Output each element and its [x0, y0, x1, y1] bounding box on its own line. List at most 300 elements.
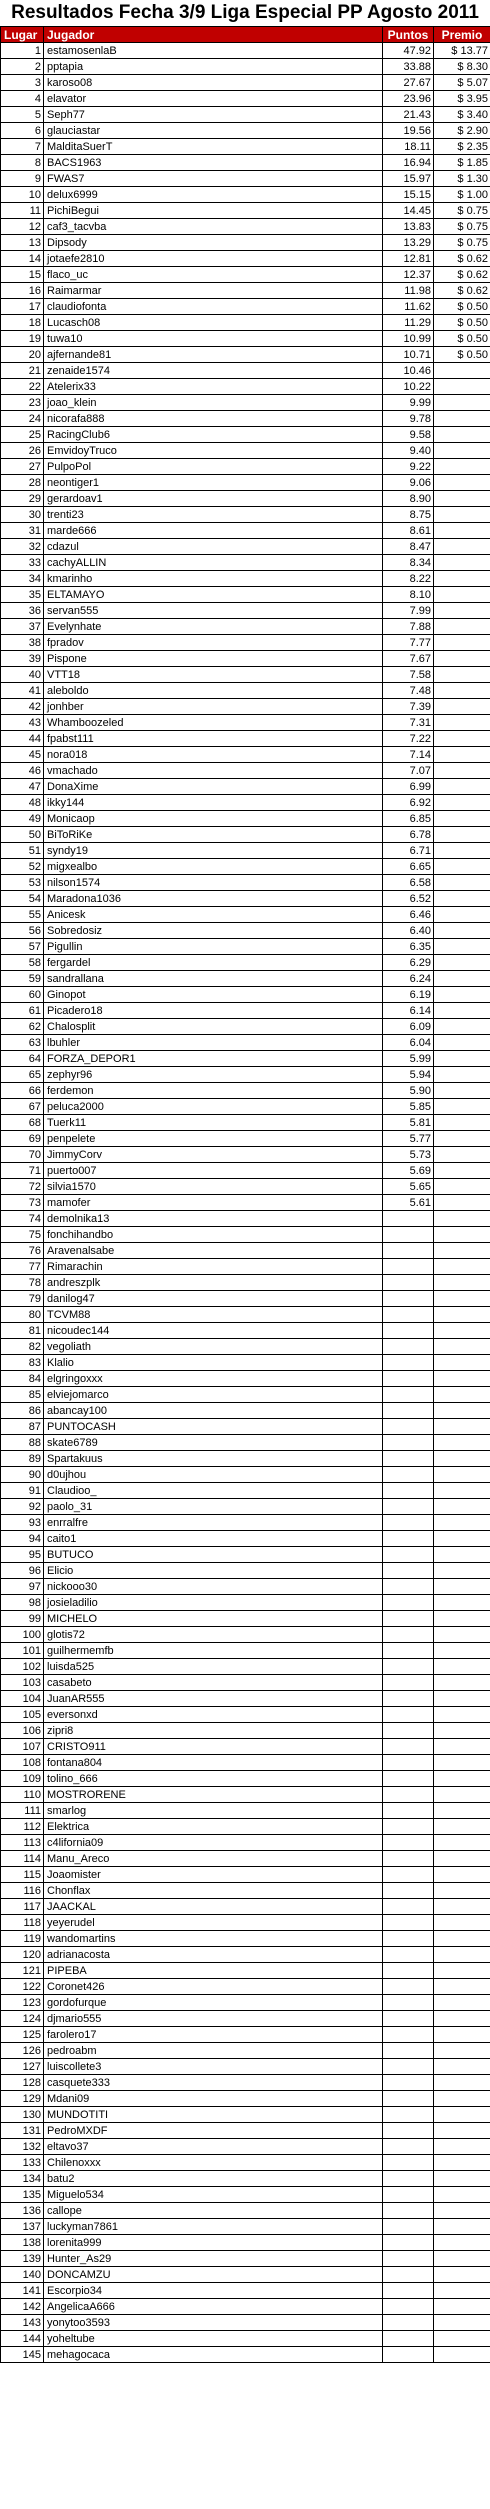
player-name-cell: Hunter_As29: [44, 2251, 383, 2267]
points-cell: [383, 2123, 434, 2139]
prize-cell: [434, 2027, 490, 2043]
rank-cell: 138: [1, 2235, 44, 2251]
rank-cell: 142: [1, 2299, 44, 2315]
prize-cell: [434, 1355, 490, 1371]
prize-cell: [434, 2283, 490, 2299]
points-cell: 19.56: [383, 123, 434, 139]
player-name-cell: Atelerix33: [44, 379, 383, 395]
table-row: [1, 299, 490, 315]
points-cell: [383, 2091, 434, 2107]
rank-cell: 29: [1, 491, 44, 507]
rank-cell: 103: [1, 1675, 44, 1691]
points-cell: 12.37: [383, 267, 434, 283]
player-name-cell: Spartakuus: [44, 1451, 383, 1467]
table-row: [1, 1307, 490, 1323]
table-row: [1, 2235, 490, 2251]
player-name-cell: ikky144: [44, 795, 383, 811]
player-name-cell: nora018: [44, 747, 383, 763]
rank-cell: 48: [1, 795, 44, 811]
prize-cell: [434, 1243, 490, 1259]
rank-cell: 32: [1, 539, 44, 555]
rank-cell: 130: [1, 2107, 44, 2123]
rank-cell: 11: [1, 203, 44, 219]
points-cell: [383, 1627, 434, 1643]
rank-cell: 120: [1, 1947, 44, 1963]
table-row: [1, 1163, 490, 1179]
points-cell: 8.90: [383, 491, 434, 507]
points-cell: 10.22: [383, 379, 434, 395]
prize-cell: [434, 1803, 490, 1819]
prize-cell: $ 0.50: [434, 315, 490, 331]
points-cell: 11.62: [383, 299, 434, 315]
prize-cell: [434, 1371, 490, 1387]
points-cell: [383, 1451, 434, 1467]
table-row: [1, 1339, 490, 1355]
rank-cell: 140: [1, 2267, 44, 2283]
table-row: [1, 1467, 490, 1483]
table-row: [1, 2075, 490, 2091]
points-cell: 6.65: [383, 859, 434, 875]
rank-cell: 118: [1, 1915, 44, 1931]
prize-cell: [434, 507, 490, 523]
prize-cell: [434, 1387, 490, 1403]
prize-cell: [434, 1275, 490, 1291]
player-name-cell: Manu_Areco: [44, 1851, 383, 1867]
prize-cell: [434, 2139, 490, 2155]
rank-cell: 65: [1, 1067, 44, 1083]
player-name-cell: djmario555: [44, 2011, 383, 2027]
points-cell: [383, 1387, 434, 1403]
table-row: [1, 731, 490, 747]
prize-cell: [434, 491, 490, 507]
table-row: [1, 1739, 490, 1755]
player-name-cell: estamosenlaB: [44, 43, 383, 59]
prize-cell: [434, 747, 490, 763]
prize-cell: [434, 651, 490, 667]
player-name-cell: eltavo37: [44, 2139, 383, 2155]
player-name-cell: fergardel: [44, 955, 383, 971]
rank-cell: 49: [1, 811, 44, 827]
prize-cell: [434, 443, 490, 459]
player-name-cell: kmarinho: [44, 571, 383, 587]
player-name-cell: lbuhler: [44, 1035, 383, 1051]
rank-cell: 55: [1, 907, 44, 923]
rank-cell: 115: [1, 1867, 44, 1883]
points-cell: 7.67: [383, 651, 434, 667]
points-cell: [383, 1291, 434, 1307]
points-cell: 5.69: [383, 1163, 434, 1179]
rank-cell: 18: [1, 315, 44, 331]
prize-cell: [434, 1083, 490, 1099]
prize-cell: [434, 1739, 490, 1755]
rank-cell: 100: [1, 1627, 44, 1643]
rank-cell: 59: [1, 971, 44, 987]
table-row: [1, 2283, 490, 2299]
rank-cell: 90: [1, 1467, 44, 1483]
rank-cell: 23: [1, 395, 44, 411]
points-cell: 6.85: [383, 811, 434, 827]
prize-cell: [434, 1579, 490, 1595]
rank-cell: 145: [1, 2347, 44, 2363]
points-cell: 5.81: [383, 1115, 434, 1131]
table-row: [1, 2299, 490, 2315]
player-name-cell: neontiger1: [44, 475, 383, 491]
prize-cell: [434, 1627, 490, 1643]
rank-cell: 121: [1, 1963, 44, 1979]
rank-cell: 108: [1, 1755, 44, 1771]
player-name-cell: Joaomister: [44, 1867, 383, 1883]
prize-cell: $ 0.62: [434, 251, 490, 267]
player-name-cell: BACS1963: [44, 155, 383, 171]
player-name-cell: wandomartins: [44, 1931, 383, 1947]
table-row: [1, 1371, 490, 1387]
rank-cell: 69: [1, 1131, 44, 1147]
player-name-cell: trenti23: [44, 507, 383, 523]
prize-cell: [434, 1451, 490, 1467]
points-cell: 7.77: [383, 635, 434, 651]
points-cell: [383, 1259, 434, 1275]
table-row: [1, 475, 490, 491]
prize-cell: [434, 1995, 490, 2011]
rank-cell: 2: [1, 59, 44, 75]
player-name-cell: glauciastar: [44, 123, 383, 139]
prize-cell: [434, 1483, 490, 1499]
player-name-cell: Tuerk11: [44, 1115, 383, 1131]
player-name-cell: Dipsody: [44, 235, 383, 251]
rank-cell: 93: [1, 1515, 44, 1531]
prize-cell: [434, 1835, 490, 1851]
points-cell: 23.96: [383, 91, 434, 107]
player-name-cell: EmvidoyTruco: [44, 443, 383, 459]
prize-cell: [434, 2123, 490, 2139]
table-row: [1, 1243, 490, 1259]
player-name-cell: pptapia: [44, 59, 383, 75]
rank-cell: 86: [1, 1403, 44, 1419]
prize-cell: [434, 603, 490, 619]
player-name-cell: delux6999: [44, 187, 383, 203]
prize-cell: [434, 1131, 490, 1147]
rank-cell: 80: [1, 1307, 44, 1323]
player-name-cell: Anicesk: [44, 907, 383, 923]
points-cell: 8.10: [383, 587, 434, 603]
rank-cell: 16: [1, 283, 44, 299]
points-cell: [383, 1547, 434, 1563]
points-cell: 9.78: [383, 411, 434, 427]
rank-cell: 122: [1, 1979, 44, 1995]
rank-cell: 66: [1, 1083, 44, 1099]
rank-cell: 143: [1, 2315, 44, 2331]
player-name-cell: Pigullin: [44, 939, 383, 955]
points-cell: [383, 1563, 434, 1579]
table-row: [1, 1611, 490, 1627]
points-cell: [383, 2203, 434, 2219]
prize-cell: [434, 1787, 490, 1803]
prize-cell: $ 0.75: [434, 219, 490, 235]
table-row: [1, 427, 490, 443]
player-name-cell: cdazul: [44, 539, 383, 555]
table-row: [1, 683, 490, 699]
prize-cell: [434, 2219, 490, 2235]
points-cell: 21.43: [383, 107, 434, 123]
player-name-cell: JimmyCorv: [44, 1147, 383, 1163]
table-row: [1, 1019, 490, 1035]
table-row: [1, 1707, 490, 1723]
table-row: [1, 1419, 490, 1435]
rank-cell: 107: [1, 1739, 44, 1755]
player-name-cell: Pispone: [44, 651, 383, 667]
player-name-cell: tolino_666: [44, 1771, 383, 1787]
table-row: [1, 715, 490, 731]
points-cell: [383, 2027, 434, 2043]
prize-cell: [434, 683, 490, 699]
table-row: [1, 971, 490, 987]
rank-cell: 46: [1, 763, 44, 779]
prize-cell: [434, 635, 490, 651]
prize-cell: [434, 1035, 490, 1051]
table-row: [1, 1579, 490, 1595]
rank-cell: 9: [1, 171, 44, 187]
points-cell: 16.94: [383, 155, 434, 171]
prize-cell: [434, 427, 490, 443]
points-cell: 7.58: [383, 667, 434, 683]
player-name-cell: Raimarmar: [44, 283, 383, 299]
rank-cell: 58: [1, 955, 44, 971]
player-name-cell: marde666: [44, 523, 383, 539]
prize-cell: [434, 1979, 490, 1995]
player-name-cell: PedroMXDF: [44, 2123, 383, 2139]
prize-cell: [434, 1819, 490, 1835]
player-name-cell: farolero17: [44, 2027, 383, 2043]
rank-cell: 110: [1, 1787, 44, 1803]
table-row: [1, 1691, 490, 1707]
rank-cell: 1: [1, 43, 44, 59]
prize-cell: [434, 2043, 490, 2059]
prize-cell: [434, 923, 490, 939]
player-name-cell: eversonxd: [44, 1707, 383, 1723]
rank-cell: 87: [1, 1419, 44, 1435]
points-cell: 7.88: [383, 619, 434, 635]
player-name-cell: sandrallana: [44, 971, 383, 987]
rank-cell: 129: [1, 2091, 44, 2107]
prize-cell: [434, 1531, 490, 1547]
table-row: [1, 1531, 490, 1547]
table-row: [1, 1643, 490, 1659]
table-row: [1, 1627, 490, 1643]
rank-cell: 137: [1, 2219, 44, 2235]
prize-cell: [434, 1323, 490, 1339]
prize-cell: $ 0.50: [434, 331, 490, 347]
player-name-cell: aleboldo: [44, 683, 383, 699]
table-row: [1, 1867, 490, 1883]
table-row: [1, 459, 490, 475]
table-row: [1, 1803, 490, 1819]
table-row: [1, 2171, 490, 2187]
player-name-cell: elviejomarco: [44, 1387, 383, 1403]
points-cell: 8.75: [383, 507, 434, 523]
prize-cell: [434, 731, 490, 747]
table-row: [1, 779, 490, 795]
table-row: [1, 843, 490, 859]
prize-cell: [434, 891, 490, 907]
prize-cell: [434, 2299, 490, 2315]
points-cell: 6.19: [383, 987, 434, 1003]
rank-cell: 104: [1, 1691, 44, 1707]
player-name-cell: elgringoxxx: [44, 1371, 383, 1387]
rank-cell: 89: [1, 1451, 44, 1467]
rank-cell: 67: [1, 1099, 44, 1115]
prize-cell: [434, 1851, 490, 1867]
player-name-cell: CRISTO911: [44, 1739, 383, 1755]
player-name-cell: nicoudec144: [44, 1323, 383, 1339]
points-cell: [383, 1339, 434, 1355]
table-row: [1, 555, 490, 571]
prize-cell: $ 5.07: [434, 75, 490, 91]
table-row: [1, 491, 490, 507]
rank-cell: 15: [1, 267, 44, 283]
prize-cell: [434, 699, 490, 715]
prize-cell: [434, 1611, 490, 1627]
points-cell: [383, 2059, 434, 2075]
rank-cell: 57: [1, 939, 44, 955]
points-cell: [383, 2219, 434, 2235]
table-row: [1, 1035, 490, 1051]
player-name-cell: caf3_tacvba: [44, 219, 383, 235]
rank-cell: 105: [1, 1707, 44, 1723]
points-cell: [383, 2251, 434, 2267]
table-row: [1, 1851, 490, 1867]
points-cell: 7.39: [383, 699, 434, 715]
player-name-cell: Chilenoxxx: [44, 2155, 383, 2171]
prize-cell: [434, 1691, 490, 1707]
prize-cell: [434, 523, 490, 539]
table-row: [1, 1931, 490, 1947]
player-name-cell: Whamboozeled: [44, 715, 383, 731]
points-cell: [383, 2347, 434, 2363]
points-cell: [383, 2155, 434, 2171]
points-cell: 6.24: [383, 971, 434, 987]
rank-cell: 3: [1, 75, 44, 91]
player-name-cell: Picadero18: [44, 1003, 383, 1019]
prize-cell: $ 0.62: [434, 283, 490, 299]
prize-cell: $ 0.62: [434, 267, 490, 283]
table-row: [1, 411, 490, 427]
points-cell: 47.92: [383, 43, 434, 59]
table-row: [1, 1899, 490, 1915]
prize-cell: [434, 587, 490, 603]
points-cell: 13.83: [383, 219, 434, 235]
prize-cell: [434, 1643, 490, 1659]
player-name-cell: gordofurque: [44, 1995, 383, 2011]
table-row: [1, 283, 490, 299]
table-row: [1, 603, 490, 619]
rank-cell: 111: [1, 1803, 44, 1819]
player-name-cell: mehagocaca: [44, 2347, 383, 2363]
player-name-cell: yonytoo3593: [44, 2315, 383, 2331]
table-row: [1, 955, 490, 971]
prize-cell: [434, 1115, 490, 1131]
rank-cell: 21: [1, 363, 44, 379]
prize-cell: [434, 1179, 490, 1195]
points-cell: 15.15: [383, 187, 434, 203]
points-cell: 6.09: [383, 1019, 434, 1035]
points-cell: 6.04: [383, 1035, 434, 1051]
rank-cell: 64: [1, 1051, 44, 1067]
player-name-cell: jonhber: [44, 699, 383, 715]
player-name-cell: nickooo30: [44, 1579, 383, 1595]
points-cell: 9.06: [383, 475, 434, 491]
rank-cell: 72: [1, 1179, 44, 1195]
table-row: [1, 1291, 490, 1307]
player-name-cell: Monicaop: [44, 811, 383, 827]
rank-cell: 27: [1, 459, 44, 475]
player-name-cell: puerto007: [44, 1163, 383, 1179]
prize-cell: [434, 843, 490, 859]
table-row: [1, 315, 490, 331]
table-row: [1, 1115, 490, 1131]
points-cell: 7.14: [383, 747, 434, 763]
prize-cell: [434, 1675, 490, 1691]
prize-cell: [434, 1051, 490, 1067]
rank-cell: 53: [1, 875, 44, 891]
player-name-cell: AngelicaA666: [44, 2299, 383, 2315]
prize-cell: [434, 2171, 490, 2187]
prize-cell: [434, 2091, 490, 2107]
rank-cell: 132: [1, 2139, 44, 2155]
player-name-cell: smarlog: [44, 1803, 383, 1819]
table-row: [1, 443, 490, 459]
table-row: [1, 1195, 490, 1211]
player-name-cell: jotaefe2810: [44, 251, 383, 267]
table-row: [1, 235, 490, 251]
results-table: [0, 26, 490, 2363]
player-name-cell: tuwa10: [44, 331, 383, 347]
table-row: [1, 1403, 490, 1419]
table-row: [1, 2347, 490, 2363]
table-row: [1, 2139, 490, 2155]
prize-cell: $ 3.95: [434, 91, 490, 107]
rank-cell: 28: [1, 475, 44, 491]
prize-cell: [434, 1339, 490, 1355]
points-cell: [383, 1403, 434, 1419]
player-name-cell: JuanAR555: [44, 1691, 383, 1707]
player-name-cell: abancay100: [44, 1403, 383, 1419]
player-name-cell: demolnika13: [44, 1211, 383, 1227]
rank-cell: 51: [1, 843, 44, 859]
player-name-cell: MUNDOTITI: [44, 2107, 383, 2123]
points-cell: [383, 1371, 434, 1387]
player-name-cell: PUNTOCASH: [44, 1419, 383, 1435]
points-cell: 8.34: [383, 555, 434, 571]
player-name-cell: Elicio: [44, 1563, 383, 1579]
player-name-cell: caito1: [44, 1531, 383, 1547]
player-name-cell: Elektrica: [44, 1819, 383, 1835]
points-cell: [383, 2107, 434, 2123]
points-cell: [383, 1323, 434, 1339]
points-cell: 6.46: [383, 907, 434, 923]
player-name-cell: Coronet426: [44, 1979, 383, 1995]
prize-cell: [434, 1163, 490, 1179]
points-cell: 6.14: [383, 1003, 434, 1019]
points-cell: 7.31: [383, 715, 434, 731]
rank-cell: 141: [1, 2283, 44, 2299]
rank-cell: 7: [1, 139, 44, 155]
points-cell: 9.58: [383, 427, 434, 443]
points-cell: 5.65: [383, 1179, 434, 1195]
table-row: [1, 2155, 490, 2171]
table-row: [1, 1915, 490, 1931]
prize-cell: [434, 1307, 490, 1323]
rank-cell: 127: [1, 2059, 44, 2075]
